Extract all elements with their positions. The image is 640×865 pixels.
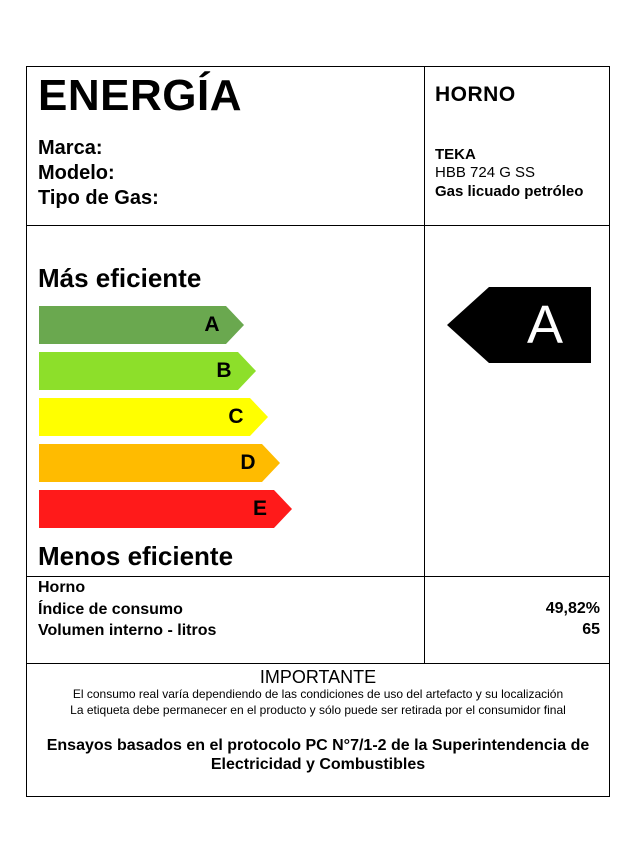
internal-volume-label: Volumen interno - litros <box>38 622 217 639</box>
divider-vertical <box>424 67 425 663</box>
efficiency-bar-letter: D <box>240 451 256 474</box>
energy-label <box>26 66 610 797</box>
product-type: HORNO <box>435 83 516 106</box>
rating-letter: A <box>526 295 564 355</box>
efficiency-bar-b <box>39 352 256 390</box>
brand-value: TEKA <box>435 146 476 163</box>
model-label: Modelo: <box>38 162 115 184</box>
divider-header <box>27 225 609 226</box>
efficiency-bar-letter: B <box>216 359 232 382</box>
efficiency-bar-c <box>39 398 268 436</box>
least-efficient-label: Menos eficiente <box>38 541 234 571</box>
model-value: HBB 724 G SS <box>435 164 536 181</box>
protocol-line: Ensayos basados en el protocolo PC N°7/1-2 de la Superintendencia de <box>46 737 590 754</box>
divider-efficiency <box>27 576 609 577</box>
efficiency-bar-letter: E <box>252 497 267 520</box>
gas-label: Tipo de Gas: <box>38 187 159 209</box>
protocol-line: Electricidad y Combustibles <box>210 756 426 773</box>
brand-label: Marca: <box>38 137 103 159</box>
divider-consumption <box>27 663 609 664</box>
efficiency-bar-letter: A <box>204 313 220 336</box>
efficiency-bar-a <box>39 306 244 344</box>
consumption-section-label: Horno <box>38 579 86 596</box>
efficiency-bar-e <box>39 490 292 528</box>
gas-value: Gas licuado petróleo <box>435 183 584 200</box>
most-efficient-label: Más eficiente <box>38 263 202 293</box>
consumption-index-value: 49,82% <box>545 600 600 617</box>
notice-line: El consumo real varía dependiendo de las condiciones de uso del artefacto y su localización <box>72 687 564 701</box>
internal-volume-value: 65 <box>582 621 600 638</box>
notice-line: La etiqueta debe permanecer en el producto y sólo puede ser retirada por el consumidor final <box>70 703 566 717</box>
efficiency-bar-letter: C <box>228 405 244 428</box>
consumption-index-label: Índice de consumo <box>38 601 183 618</box>
important-title: IMPORTANTE <box>259 667 377 687</box>
efficiency-bar-d <box>39 444 280 482</box>
label-title: ENERGÍA <box>38 71 242 120</box>
